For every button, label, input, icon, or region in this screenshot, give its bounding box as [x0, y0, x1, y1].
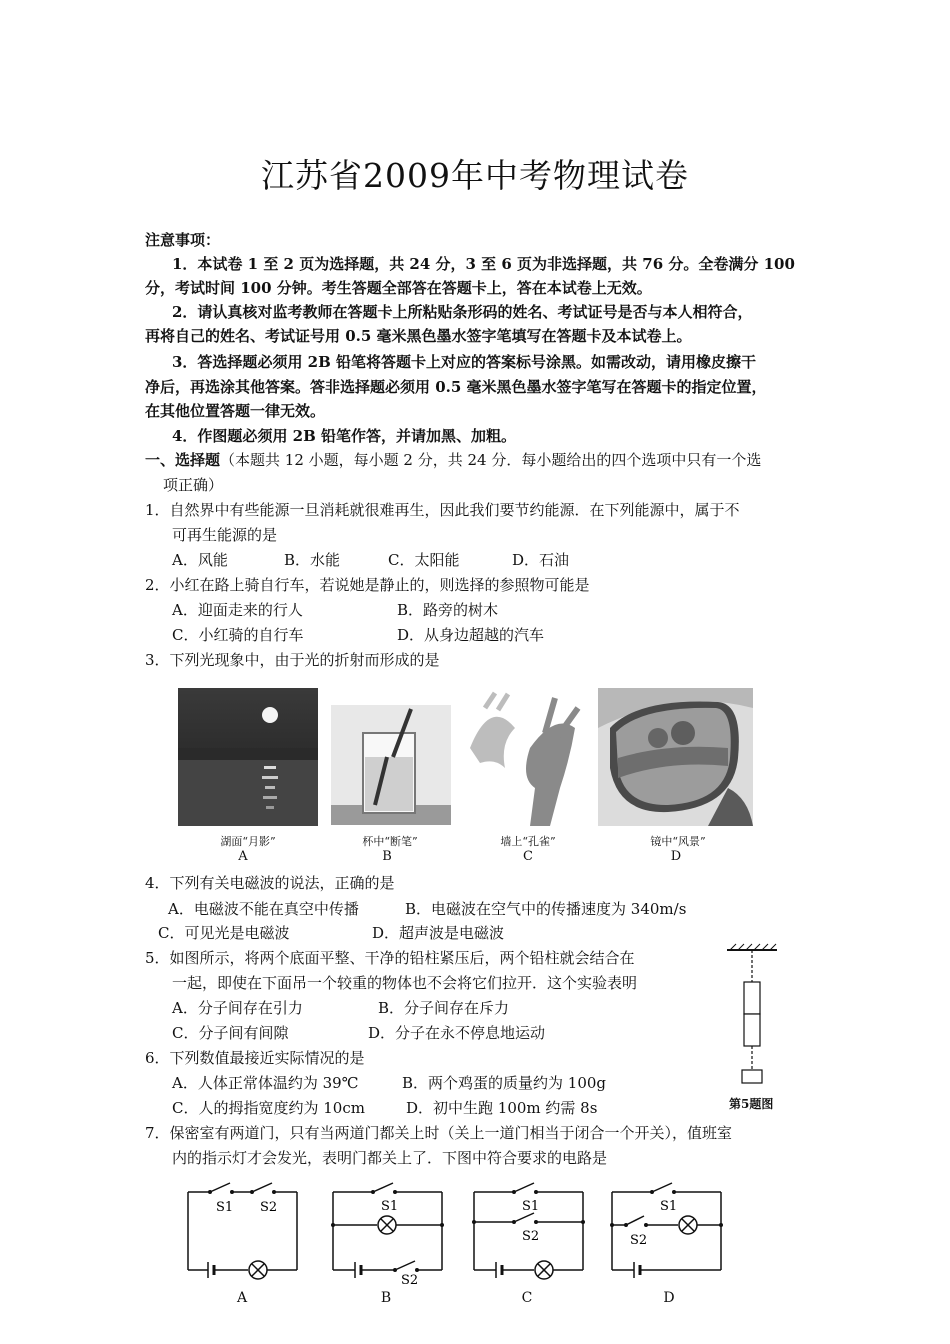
option-a: A．分子间存在引力 [172, 999, 303, 1017]
question-stem: 一起，即使在下面吊一个较重的物体也不会将它们拉开．这个实验表明 [172, 974, 638, 992]
page-title: 江苏省2009年中考物理试卷 [261, 156, 689, 195]
question-stem: 内的指示灯才会发光，表明门都关上了．下图中符合要求的电路是 [172, 1149, 608, 1167]
option-b: B．分子间存在斥力 [378, 999, 510, 1017]
photo-car-mirror [598, 688, 753, 826]
option-c: C．太阳能 [388, 551, 460, 569]
photo-letter: C [523, 849, 533, 864]
photo-caption: 湖面“月影” [220, 835, 276, 848]
notice-heading: 注意事项： [145, 231, 221, 249]
photo-glass-pencil [331, 705, 451, 825]
section-heading [145, 450, 761, 470]
notice-line: 4．作图题必须用 2B 铅笔作答，并请加黑、加粗。 [172, 427, 516, 445]
notice-line: 净后，再选涂其他答案。答非选择题必须用 0.5 毫米黑色墨水签字笔写在答题卡的指定位置， [145, 378, 767, 396]
circuit-letter: B [380, 1290, 392, 1306]
switch-label: S2 [522, 1229, 540, 1244]
option-a: A．迎面走来的行人 [172, 601, 303, 619]
option-c: C．小红骑的自行车 [172, 626, 304, 644]
notice-line: 1．本试卷 1 至 2 页为选择题，共 24 分，3 至 6 页为非选择题，共 76 分。全卷满分 100 [172, 255, 795, 273]
photo-caption: 杯中“断笔” [362, 835, 418, 848]
option-d: D．初中生跑 100m 约需 8s [406, 1099, 598, 1117]
option-b: B．两个鸡蛋的质量约为 100g [402, 1074, 607, 1092]
lead-cylinder-figure [722, 942, 782, 1087]
notice-line: 3．答选择题必须用 2B 铅笔将答题卡上对应的答案标号涂黑。如需改动，请用橡皮擦干 [172, 353, 757, 371]
circuit-diagram-b [325, 1180, 450, 1285]
switch-label: S2 [630, 1233, 648, 1248]
switch-label: S1 [381, 1199, 399, 1214]
circuit-letter: C [521, 1290, 533, 1306]
notice-line: 分，考试时间 100 分钟。考生答题全部答在答题卡上，答在本试卷上无效。 [145, 279, 652, 297]
question-stem: 6．下列数值最接近实际情况的是 [145, 1049, 365, 1067]
circuit-diagram-c [466, 1180, 591, 1285]
option-a: A．人体正常体温约为 39℃ [172, 1074, 359, 1092]
option-d: D．分子在永不停息地运动 [368, 1024, 546, 1042]
circuit-letter: D [663, 1290, 675, 1306]
option-d: D．从身边超越的汽车 [397, 626, 545, 644]
photo-caption: 镜中“风景” [650, 835, 706, 848]
notice-line: 在其他位置答题一律无效。 [145, 402, 326, 420]
option-a: A．风能 [172, 551, 228, 569]
question-stem: 可再生能源的是 [172, 526, 278, 544]
question-stem: 7．保密室有两道门，只有当两道门都关上时（关上一道门相当于闭合一个开关），值班室 [145, 1124, 733, 1142]
question-stem: 2．小红在路上骑自行车，若说她是静止的，则选择的参照物可能是 [145, 576, 590, 594]
photo-hand-shadow [460, 688, 590, 826]
section-label: 一、选择题 [145, 451, 221, 469]
option-d: D．超声波是电磁波 [372, 924, 505, 942]
photo-letter: D [670, 849, 682, 864]
photo-lake-moon [178, 688, 318, 826]
question-stem: 5．如图所示，将两个底面平整、干净的铅柱紧压后，两个铅柱就会结合在 [145, 949, 635, 967]
circuit-letter: A [236, 1290, 248, 1306]
switch-label: S1 [660, 1199, 678, 1214]
option-b: B．电磁波在空气中的传播速度为 340m/s [405, 900, 687, 918]
option-c: C．人的拇指宽度约为 10cm [172, 1099, 365, 1117]
figure-caption: 第5题图 [729, 1097, 774, 1111]
circuit-diagram-d [604, 1180, 729, 1285]
switch-label: S2 [260, 1200, 278, 1215]
option-b: B．路旁的树木 [397, 601, 499, 619]
photo-caption: 墙上“孔雀” [500, 835, 556, 848]
option-c: C．可见光是电磁波 [158, 924, 290, 942]
switch-label: S1 [522, 1199, 540, 1214]
section-desc: （本题共 12 小题，每小题 2 分，共 24 分．每小题给出的四个选项中只有一个选 [220, 451, 762, 469]
option-b: B．水能 [284, 551, 341, 569]
question-stem: 1．自然界中有些能源一旦消耗就很难再生，因此我们要节约能源．在下列能源中，属于不 [145, 501, 740, 519]
circuit-diagram-a [180, 1180, 305, 1285]
photo-letter: B [382, 849, 392, 864]
notice-line: 2．请认真核对监考教师在答题卡上所粘贴条形码的姓名、考试证号是否与本人相符合， [172, 303, 753, 321]
switch-label: S2 [401, 1273, 419, 1285]
option-c: C．分子间有间隙 [172, 1024, 289, 1042]
section-desc-cont: 项正确） [163, 476, 224, 494]
question-stem: 3．下列光现象中，由于光的折射而形成的是 [145, 651, 440, 669]
option-a: A．电磁波不能在真空中传播 [168, 900, 359, 918]
photo-letter: A [238, 849, 248, 864]
option-d: D．石油 [512, 551, 570, 569]
switch-label: S1 [216, 1200, 234, 1215]
question-stem: 4．下列有关电磁波的说法，正确的是 [145, 874, 395, 892]
notice-line: 再将自己的姓名、考试证号用 0.5 毫米黑色墨水签字笔填写在答题卡及本试卷上。 [145, 327, 692, 345]
